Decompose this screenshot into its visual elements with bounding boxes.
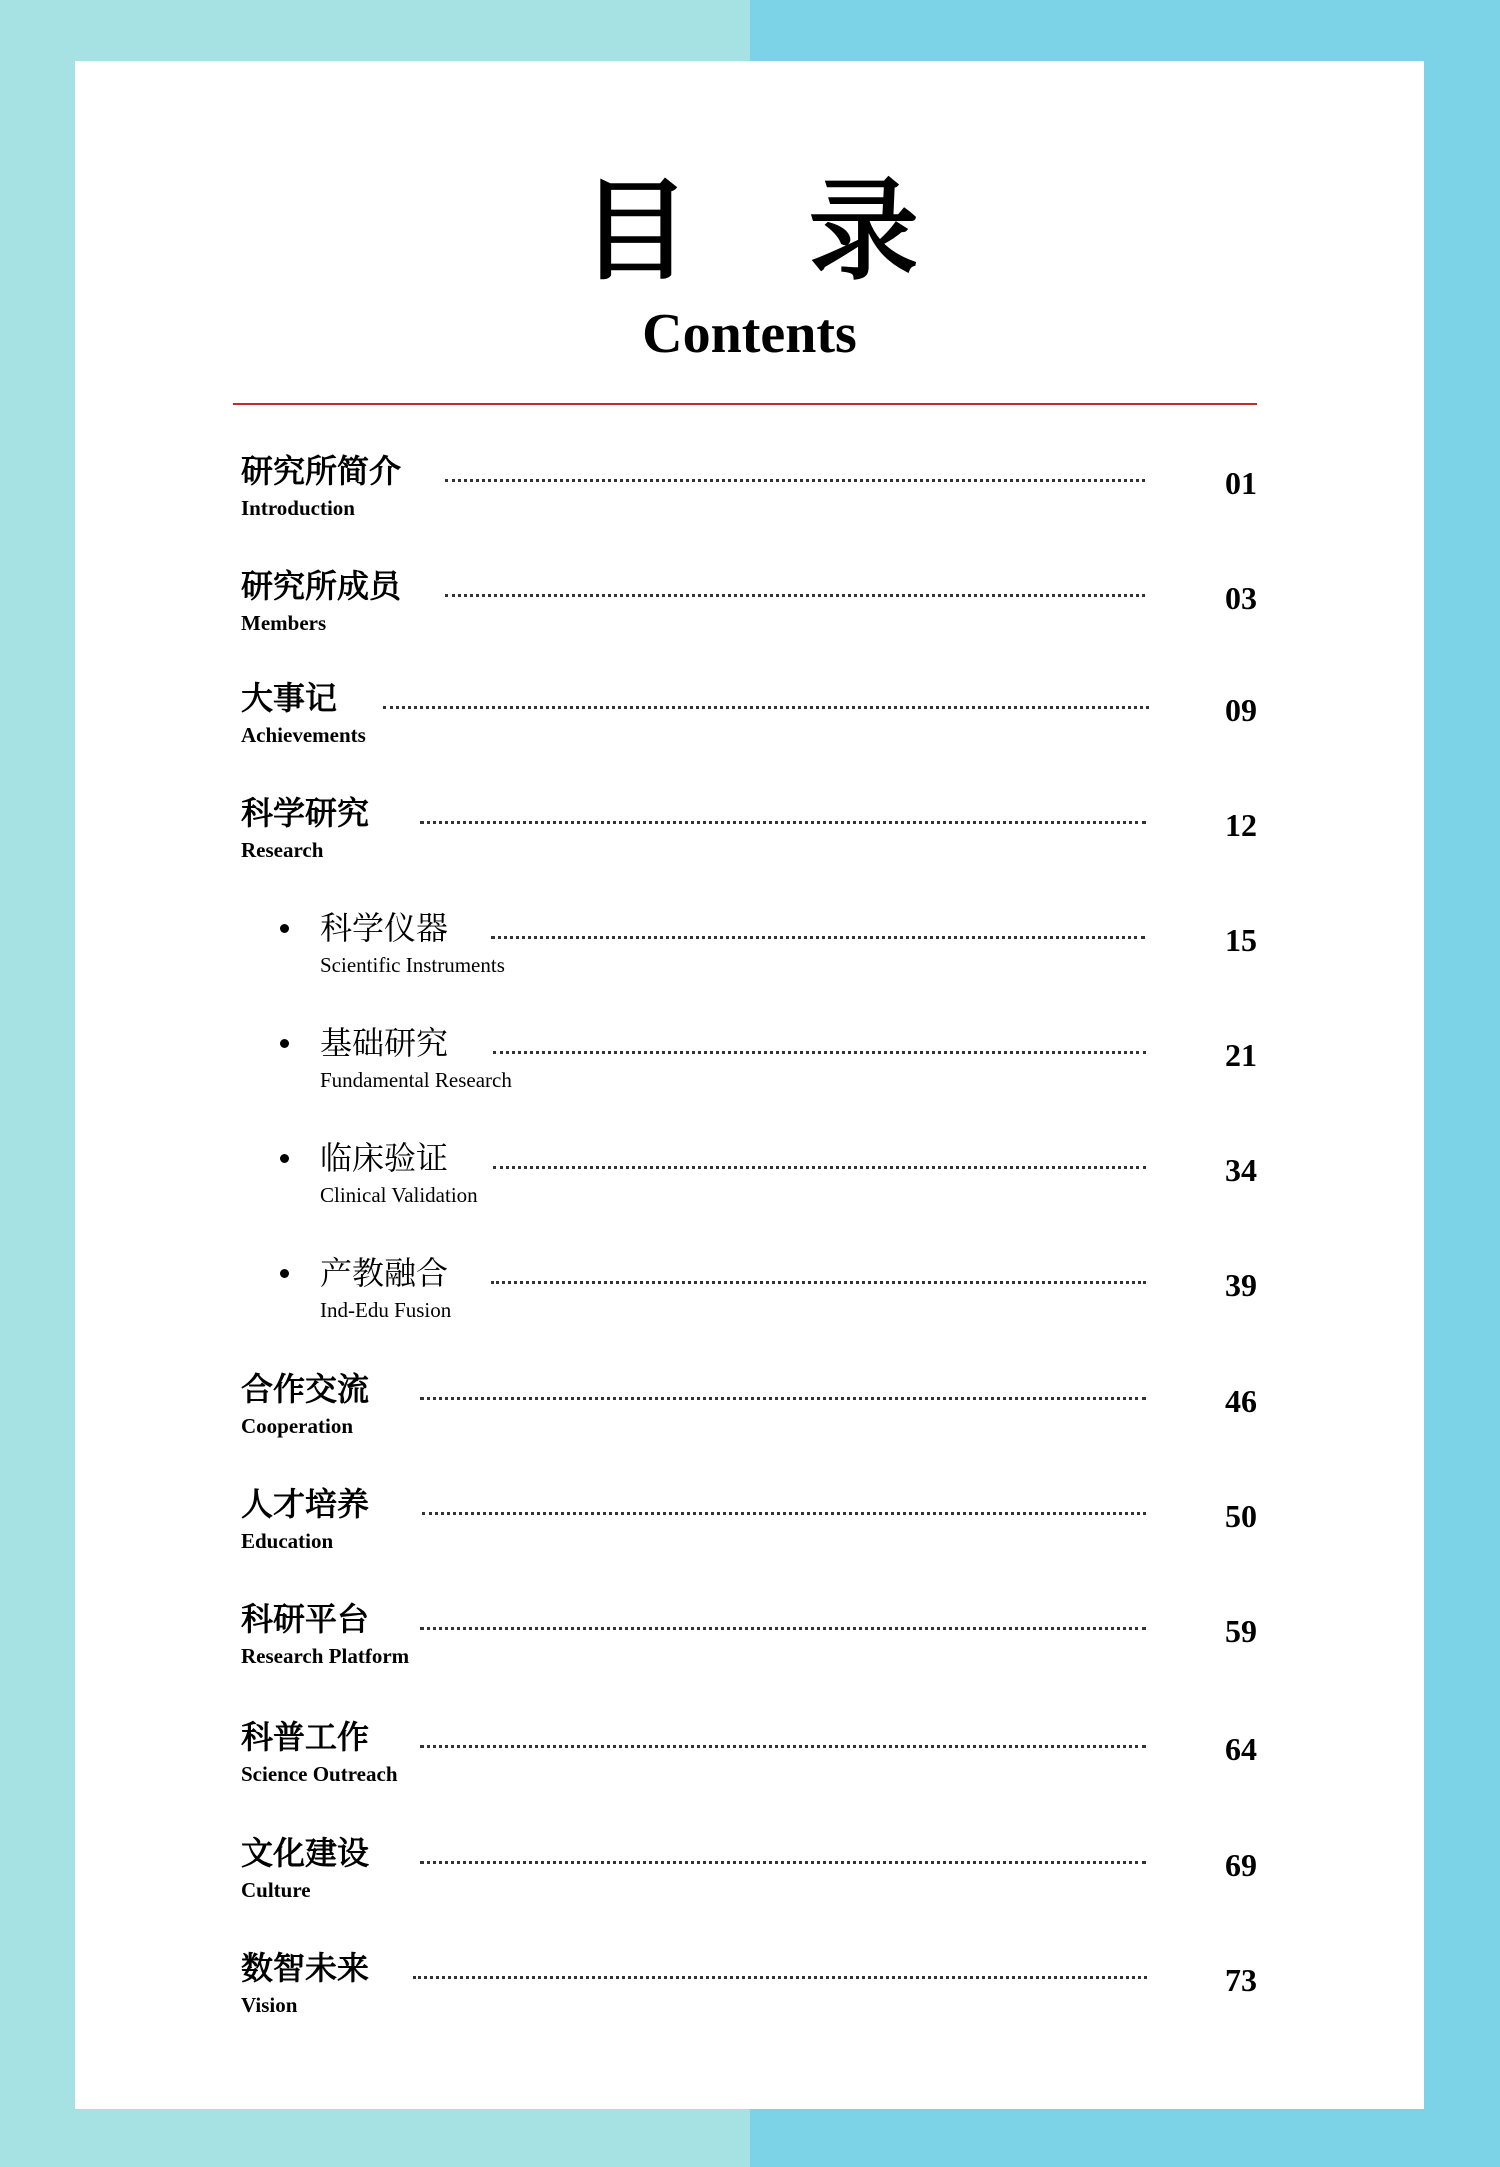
toc-entry-page-number: 59 (1225, 1613, 1257, 1649)
toc-entry-page-number: 01 (1225, 465, 1257, 501)
toc-entry-achievements[interactable] (75, 678, 1424, 758)
dot-leader (491, 1281, 1146, 1284)
toc-entry-title-en: Clinical Validation (320, 1183, 478, 1207)
toc-entry-title-cn: 研究所简介 (241, 452, 402, 490)
toc-entry-title-cn: 人才培养 (241, 1485, 370, 1523)
toc-subentry-scientific-instruments[interactable] (75, 908, 1424, 988)
toc-entry-page-number: 39 (1225, 1267, 1257, 1303)
dot-leader (383, 706, 1149, 709)
toc-entry-research-platform[interactable] (75, 1599, 1424, 1679)
toc-entry-page-number: 64 (1225, 1731, 1257, 1767)
toc-entry-title-cn: 数智未来 (241, 1949, 370, 1987)
toc-entry-title-en: Cooperation (241, 1414, 353, 1438)
toc-entry-title-cn: 科学研究 (241, 794, 370, 832)
toc-entry-title-cn: 基础研究 (320, 1024, 449, 1062)
toc-entry-title-en: Ind-Edu Fusion (320, 1298, 452, 1322)
toc-entry-title-en: Vision (241, 1993, 298, 2017)
title-english: Contents (642, 303, 857, 365)
toc-subentry-ind-edu-fusion[interactable] (75, 1253, 1424, 1333)
toc-entry-page-number: 46 (1225, 1383, 1257, 1419)
toc-entry-title-cn: 研究所成员 (241, 567, 402, 605)
dot-leader (420, 1627, 1146, 1630)
dot-leader (445, 594, 1145, 597)
toc-entry-title-en: Science Outreach (241, 1762, 398, 1786)
toc-entry-title-cn: 科学仪器 (320, 909, 449, 947)
dot-leader (413, 1976, 1147, 1979)
title-chinese: 目 录 (580, 167, 959, 295)
toc-entry-page-number: 09 (1225, 692, 1257, 728)
toc-entry-title-en: Achievements (241, 723, 366, 747)
toc-entry-title-cn: 临床验证 (320, 1139, 449, 1177)
toc-entry-title-en: Members (241, 611, 327, 635)
dot-leader (422, 1512, 1146, 1515)
toc-entry-page-number: 03 (1225, 580, 1257, 616)
dot-leader (420, 821, 1146, 824)
toc-entry-page-number: 34 (1225, 1152, 1257, 1188)
toc-subentry-clinical-validation[interactable] (75, 1138, 1424, 1218)
bullet-icon (280, 1154, 289, 1163)
dot-leader (420, 1861, 1146, 1864)
toc-entry-title-en: Education (241, 1529, 334, 1553)
toc-entry-title-cn: 文化建设 (241, 1834, 370, 1872)
dot-leader (493, 1166, 1146, 1169)
toc-entry-page-number: 73 (1225, 1962, 1257, 1998)
toc-entry-title-en: Fundamental Research (320, 1068, 512, 1092)
toc-entry-title-cn: 合作交流 (241, 1370, 370, 1408)
dot-leader (445, 479, 1145, 482)
toc-entry-research[interactable] (75, 793, 1424, 873)
toc-list (75, 61, 1424, 2109)
toc-entry-education[interactable] (75, 1484, 1424, 1564)
toc-entry-page-number: 15 (1225, 922, 1257, 958)
toc-entry-title-en: Culture (241, 1878, 311, 1902)
toc-entry-members[interactable] (75, 566, 1424, 646)
toc-entry-title-cn: 大事记 (241, 679, 338, 717)
toc-entry-cooperation[interactable] (75, 1369, 1424, 1449)
toc-entry-title-cn: 产教融合 (320, 1254, 449, 1292)
toc-entry-introduction[interactable] (75, 451, 1424, 531)
toc-entry-page-number: 12 (1225, 807, 1257, 843)
bullet-icon (280, 924, 289, 933)
toc-subentry-fundamental-research[interactable] (75, 1023, 1424, 1103)
toc-entry-page-number: 50 (1225, 1498, 1257, 1534)
toc-entry-title-en: Research Platform (241, 1644, 410, 1668)
toc-entry-title-en: Scientific Instruments (320, 953, 505, 977)
dot-leader (420, 1397, 1146, 1400)
toc-entry-vision[interactable] (75, 1948, 1424, 2028)
toc-entry-title-cn: 科研平台 (241, 1600, 370, 1638)
contents-page (75, 61, 1424, 2109)
toc-entry-culture[interactable] (75, 1833, 1424, 1913)
dot-leader (491, 936, 1145, 939)
toc-entry-title-en: Introduction (241, 496, 355, 520)
toc-entry-science-outreach[interactable] (75, 1717, 1424, 1797)
toc-entry-page-number: 69 (1225, 1847, 1257, 1883)
toc-entry-page-number: 21 (1225, 1037, 1257, 1073)
bullet-icon (280, 1269, 289, 1278)
bullet-icon (280, 1039, 289, 1048)
toc-entry-title-en: Research (241, 838, 324, 862)
dot-leader (493, 1051, 1146, 1054)
toc-entry-title-cn: 科普工作 (241, 1718, 370, 1756)
dot-leader (420, 1745, 1146, 1748)
